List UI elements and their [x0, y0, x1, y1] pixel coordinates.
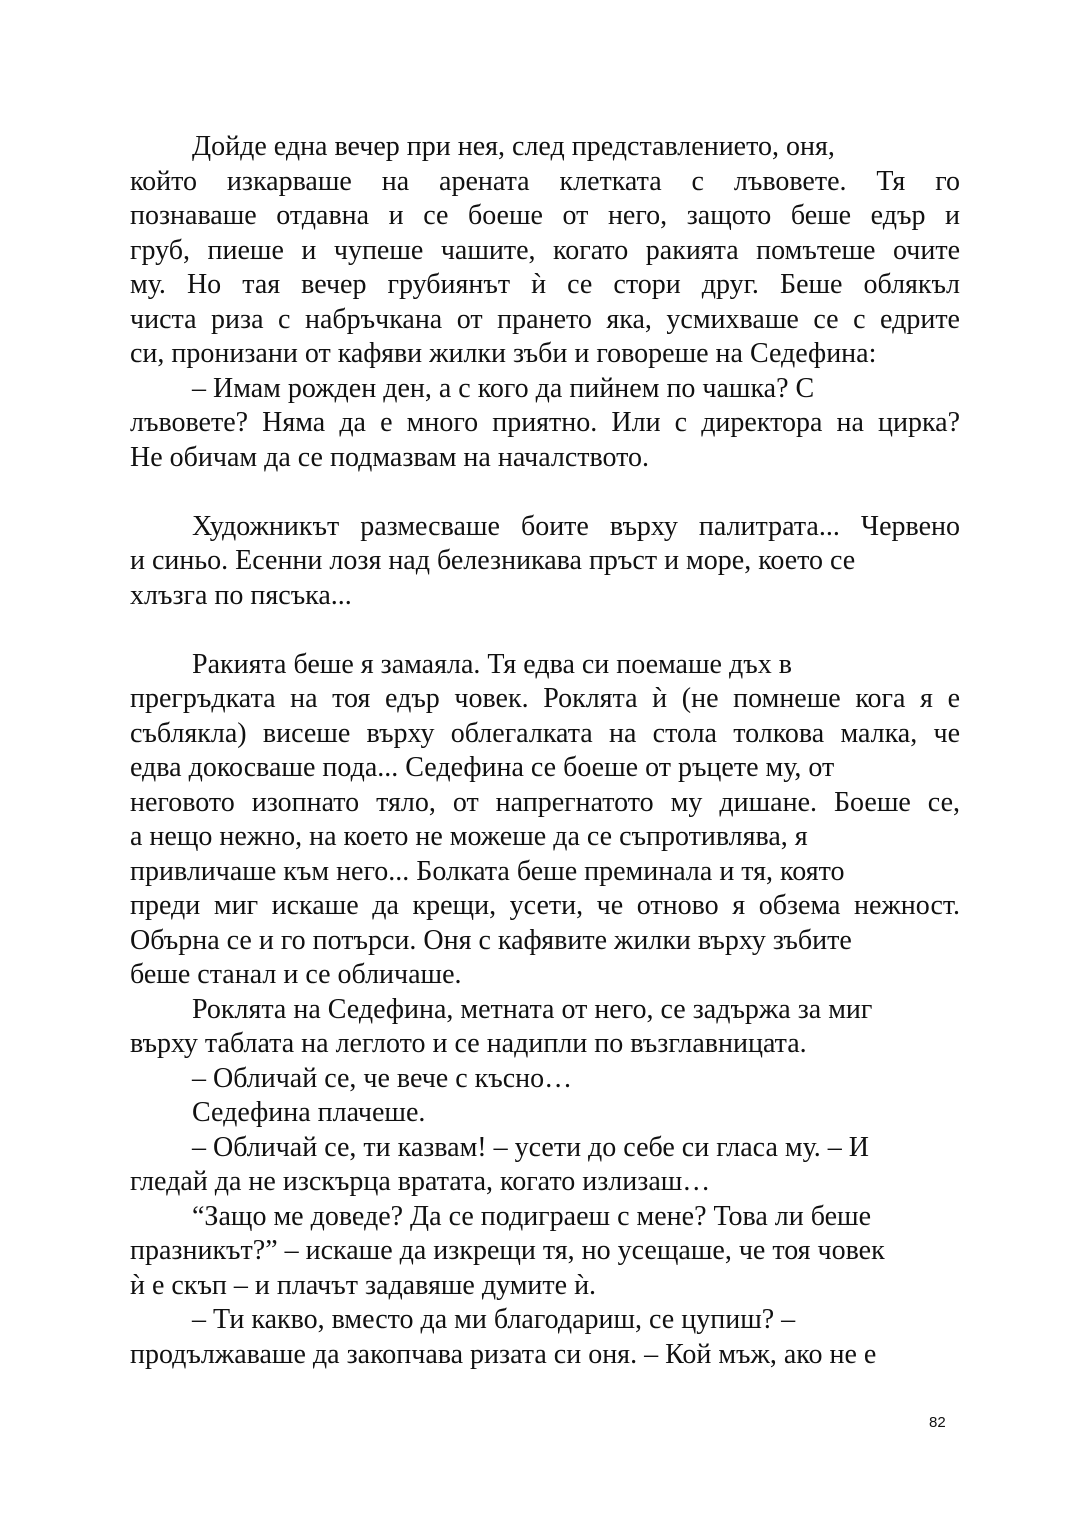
text-line: му. Но тая вечер грубиянът ѝ се стори друг. Беше облякъл	[130, 269, 960, 300]
text-line: лъвовете? Няма да е много приятно. Или с директора на цирка?	[130, 407, 960, 438]
text-line: прегръдката на тоя едър човек. Роклята ѝ (не помнеше кога я е	[130, 683, 960, 714]
text-line: Ракията беше я замаяла. Тя едва си поемаше дъх в	[192, 648, 792, 680]
text-line: който изкарваше на арената клетката с лъвовете. Тя го	[130, 165, 960, 197]
text-line: гледай да не изскърца вратата, когато излизаш…	[130, 1166, 711, 1197]
text-line: Художникът размесваше боите върху палитрата... Червено	[192, 510, 960, 542]
text-line: – Обличай се, че вече с късно…	[192, 1062, 573, 1094]
text-line: привличаше към него... Болката беше преминала и тя, която	[130, 855, 845, 887]
text-line: – Обличай се, ти казвам! – усети до себе си гласа му. – И	[192, 1131, 870, 1163]
text-line: Дойде една вечер при нея, след представлението, оня,	[192, 131, 835, 162]
text-line: – Имам рожден ден, а с кого да пийнем по чашка? С	[192, 372, 815, 404]
text-line: празникът?” – искаше да изкрещи тя, но усещаше, че тоя човек	[130, 1235, 885, 1266]
text-line: преди миг искаше да крещи, усети, че отново я обзема нежност.	[130, 890, 960, 921]
paragraph-gap	[130, 475, 960, 510]
paragraph-gap	[130, 613, 960, 648]
text-line: ѝ е скъп – и плачът задавяше думите ѝ.	[130, 1269, 597, 1301]
text-line: чиста риза с набръчкана от прането яка, усмихваше се с едрите	[130, 303, 960, 335]
text-line: груб, пиеше и чупеше чашите, когато ракията помътеше очите	[130, 234, 960, 266]
text-line: неговото изопнато тяло, от напрегнатото му дишане. Боеше се,	[130, 786, 960, 818]
text-line: беше станал и се обличаше.	[130, 959, 462, 990]
text-line: – Ти какво, вместо да ми благодариш, се цупиш? –	[192, 1304, 796, 1335]
text-line: а нещо нежно, на което не можеше да се съпротивлява, я	[130, 821, 808, 852]
text-line: съблякла) висеше върху облегалката на стола толкова малка, че	[130, 717, 960, 749]
text-line: и синьо. Есенни лозя над белезникава пръст и море, което се	[130, 545, 856, 576]
page-number: 82	[929, 1414, 946, 1431]
text-line: Не обичам да се подмазвам на началството.	[130, 441, 650, 473]
text-line: “Защо ме доведе? Да се подиграеш с мене? Това ли беше	[192, 1200, 872, 1232]
text-line: Обърна се и го потърси. Оня с кафявите жилки върху зъбите	[130, 924, 852, 956]
text-line: върху таблата на леглото и се надипли по възглавницата.	[130, 1028, 807, 1059]
text-line: продължаваше да закопчава ризата си оня. – Кой мъж, ако не е	[130, 1338, 877, 1370]
text-line: едва докосваше пода... Седефина се боеше от ръцете му, от	[130, 752, 835, 783]
text-line: Роклята на Седефина, метната от него, се задържа за миг	[192, 993, 873, 1025]
text-line: познаваше отдавна и се боеше от него, защото беше едър и	[130, 200, 960, 231]
text-line: хлъзга по пясъка...	[130, 579, 352, 611]
text-line: си, пронизани от кафяви жилки зъби и говореше на Седефина:	[130, 338, 877, 369]
text-line: Седефина плачеше.	[192, 1097, 426, 1128]
body-text	[130, 130, 960, 1372]
